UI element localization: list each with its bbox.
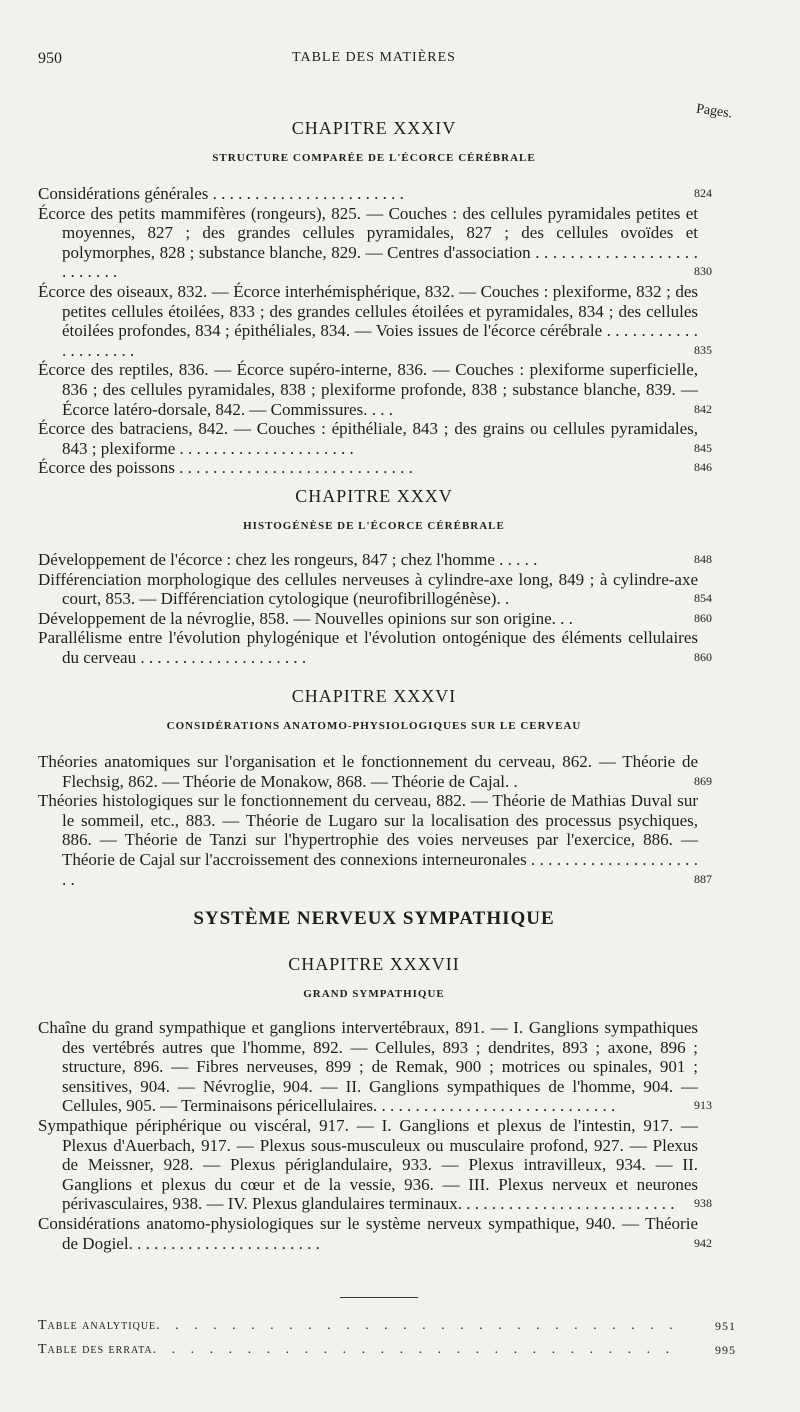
toc-entry bbox=[38, 1018, 712, 1116]
dot-leader: . . . . . . . . . . . . . . . . . . . . . . . . . . . . bbox=[152, 1342, 676, 1357]
dot-leader: . . . . . . . . . . . . . . . . . . . . . . . . . . . . bbox=[156, 1318, 679, 1333]
separator-rule bbox=[340, 1297, 418, 1298]
toc-entry-text: Écorce des reptiles, 836. — Écorce supéro-interne, 836. — Couches : plexiforme superficielle, 836 ; des cellules pyramidales, 838 ; plexiforme profonde, 838 ; substance blanche, 839. — Écorce latéro-dorsale, 842. — Commissures. . . . bbox=[38, 360, 698, 419]
toc-entry bbox=[38, 281, 712, 360]
chapter-subtitle: STRUCTURE COMPARÉE DE L'ÉCORCE CÉRÉBRALE bbox=[212, 152, 536, 164]
toc-entry-text: Écorce des petits mammifères (rongeurs), 825. — Couches : des cellules pyramidales petites et moyennes, 827 ; des grandes cellules pyramidales, 827 ; des cellules ovoïdes et polymorphes, 828 ; substance blanche, 829. — Centres d'association . . . . . . . . . . . . . . . . . . . . . . . . . . bbox=[38, 203, 698, 282]
chapter-subtitle: HISTOGÉNÈSE DE L'ÉCORCE CÉRÉBRALE bbox=[243, 520, 505, 532]
toc-entry bbox=[38, 569, 712, 609]
tail-label: Table analytique bbox=[38, 1318, 157, 1333]
toc-page-number: 824 bbox=[694, 186, 712, 200]
toc-page-number: 860 bbox=[694, 649, 712, 664]
toc-entry bbox=[38, 791, 712, 889]
toc-entry-text: Écorce des poissons . . . . . . . . . . . . . . . . . . . . . . . . . . . . bbox=[38, 458, 413, 478]
toc-page-number: 913 bbox=[694, 1098, 712, 1113]
toc-entries-ch37 bbox=[38, 1018, 712, 1253]
toc-entry-text: Théories histologiques sur le fonctionnement du cerveau, 882. — Théorie de Mathias Duval sur le sommeil, etc., 883. — Théorie de Lugaro sur la localisation des processus psychiques, 886. — Théorie de Tanzi sur l'hypertrophie des voies nerveuses par l'exercice, 886. — Théorie de Cajal sur l'accroissement des connexions interneuronales . . . . . . . . . . . . . . . . . . . . . . bbox=[38, 791, 698, 889]
toc-page-number: 854 bbox=[694, 591, 712, 606]
toc-entry bbox=[38, 203, 712, 282]
toc-entry-text: Développement de la névroglie, 858. — Nouvelles opinions sur son origine. . . bbox=[38, 608, 573, 628]
toc-page-number: 951 bbox=[715, 1319, 736, 1333]
toc-page-number: 887 bbox=[694, 871, 712, 886]
toc-page-number: 938 bbox=[694, 1196, 712, 1211]
toc-entry-text: Considérations anatomo-physiologiques sur le système nerveux sympathique, 940. — Théorie de Dogiel. . . . . . . . . . . . . . . . . . . . . . . bbox=[38, 1213, 698, 1253]
toc-page-number: 995 bbox=[715, 1343, 736, 1357]
toc-entry-text: Chaîne du grand sympathique et ganglions intervertébraux, 891. — I. Ganglions sympathiques des vertébrés autres que l'homme, 892. — Cellules, 893 ; dendrites, 893 ; axone, 896 ; structure, 896. — Fibres nerveuses, 899 ; de Remak, 900 ; motrices ou spinales, 901 ; sensitives, 904. — Névroglie, 904. — II. Ganglions sympathiques de l'homme, 904. — Cellules, 905. — Terminaisons péricellulaires. . . . . . . . . . . . . . . . . . . . . . . . . . . . . bbox=[38, 1018, 698, 1116]
tail-label: Table des errata bbox=[38, 1342, 153, 1357]
toc-page-number: 835 bbox=[694, 342, 712, 357]
chapter-subtitle: GRAND SYMPATHIQUE bbox=[303, 988, 445, 1000]
toc-entry bbox=[38, 360, 712, 419]
table-analytique-entry bbox=[38, 1318, 736, 1334]
toc-page-number: 842 bbox=[694, 401, 712, 416]
running-title: TABLE DES MATIÈRES bbox=[292, 50, 456, 65]
chapter-title: CHAPITRE XXXV bbox=[295, 486, 453, 506]
toc-entry bbox=[38, 752, 712, 791]
toc-entry-text: Sympathique périphérique ou viscéral, 917. — I. Ganglions et plexus de l'intestin, 917. — Plexus d'Auerbach, 917. — Plexus sous-musculeux ou musculaire profond, 927. — Plexus de Meissner, 928. — Plexus périglandulaire, 933. — Plexus intravilleux, 934. — II. Ganglions et plexus du cœur et de la vessie, 936. — III. Plexus nerveux et neurones périvasculaires, 938. — IV. Plexus glandulaires terminaux. . . . . . . . . . . . . . . . . . . . . . . . . . bbox=[38, 1115, 698, 1214]
toc-entry bbox=[38, 1213, 712, 1253]
table-errata-entry bbox=[38, 1342, 736, 1358]
toc-entry bbox=[38, 550, 712, 570]
toc-entries-ch35 bbox=[38, 550, 712, 668]
toc-page-number: 845 bbox=[694, 440, 712, 455]
toc-entry-text: Considérations générales . . . . . . . . . . . . . . . . . . . . . . . bbox=[38, 184, 404, 203]
toc-entry-text: Écorce des batraciens, 842. — Couches : épithéliale, 843 ; des grains ou cellules pyramidales, 843 ; plexiforme . . . . . . . . . . . . . . . . . . . . . bbox=[38, 419, 698, 458]
toc-entries-ch36 bbox=[38, 752, 712, 889]
section-title: SYSTÈME NERVEUX SYMPATHIQUE bbox=[193, 908, 555, 929]
toc-entries-ch34 bbox=[38, 184, 712, 478]
toc-entry-text: Théories anatomiques sur l'organisation et le fonctionnement du cerveau, 862. — Théorie de Flechsig, 862. — Théorie de Monakow, 868. — Théorie de Cajal. . bbox=[38, 752, 698, 791]
toc-entry bbox=[38, 184, 712, 204]
toc-entry bbox=[38, 608, 712, 629]
toc-page-number: 848 bbox=[694, 552, 712, 566]
toc-page-number: 869 bbox=[694, 773, 712, 788]
toc-entry bbox=[38, 419, 712, 458]
toc-entry-text: Écorce des oiseaux, 832. — Écorce interhémisphérique, 832. — Couches : plexiforme, 832 ; des petites cellules étoilées, 833 ; des grandes cellules étoilées et pyramidales, 834 ; des cellules étoilées profondes, 834 ; épithéliales, 834. — Voies issues de l'écorce cérébrale . . . . . . . . . . . . . . . . . . . . bbox=[38, 281, 698, 360]
toc-entry-text: Parallélisme entre l'évolution phylogénique et l'évolution ontogénique des éléments cellulaires du cerveau . . . . . . . . . . . . . . . . . . . . bbox=[38, 628, 698, 667]
toc-entry bbox=[38, 1115, 712, 1214]
toc-entry bbox=[38, 458, 712, 478]
toc-page-number: 830 bbox=[694, 264, 712, 279]
toc-page-number: 860 bbox=[694, 610, 712, 625]
chapter-title: CHAPITRE XXXVI bbox=[291, 686, 457, 706]
toc-page-number: 846 bbox=[694, 460, 712, 475]
toc-entry-text: Différenciation morphologique des cellules nerveuses à cylindre-axe long, 849 ; à cylindre-axe court, 853. — Différenciation cytologique (neurofibrillogénèse). . bbox=[38, 569, 698, 609]
chapter-title: CHAPITRE XXXIV bbox=[291, 118, 457, 138]
pages-column-label: Pages. bbox=[695, 101, 734, 122]
page-number: 950 bbox=[38, 50, 62, 67]
toc-entry bbox=[38, 628, 712, 667]
chapter-title: CHAPITRE XXXVII bbox=[288, 954, 460, 974]
toc-page-number: 942 bbox=[694, 1235, 712, 1250]
toc-entry-text: Développement de l'écorce : chez les rongeurs, 847 ; chez l'homme . . . . . bbox=[38, 550, 538, 569]
page-header bbox=[38, 50, 710, 74]
chapter-subtitle: CONSIDÉRATIONS ANATOMO-PHYSIOLOGIQUES SUR LE CERVEAU bbox=[166, 720, 582, 732]
